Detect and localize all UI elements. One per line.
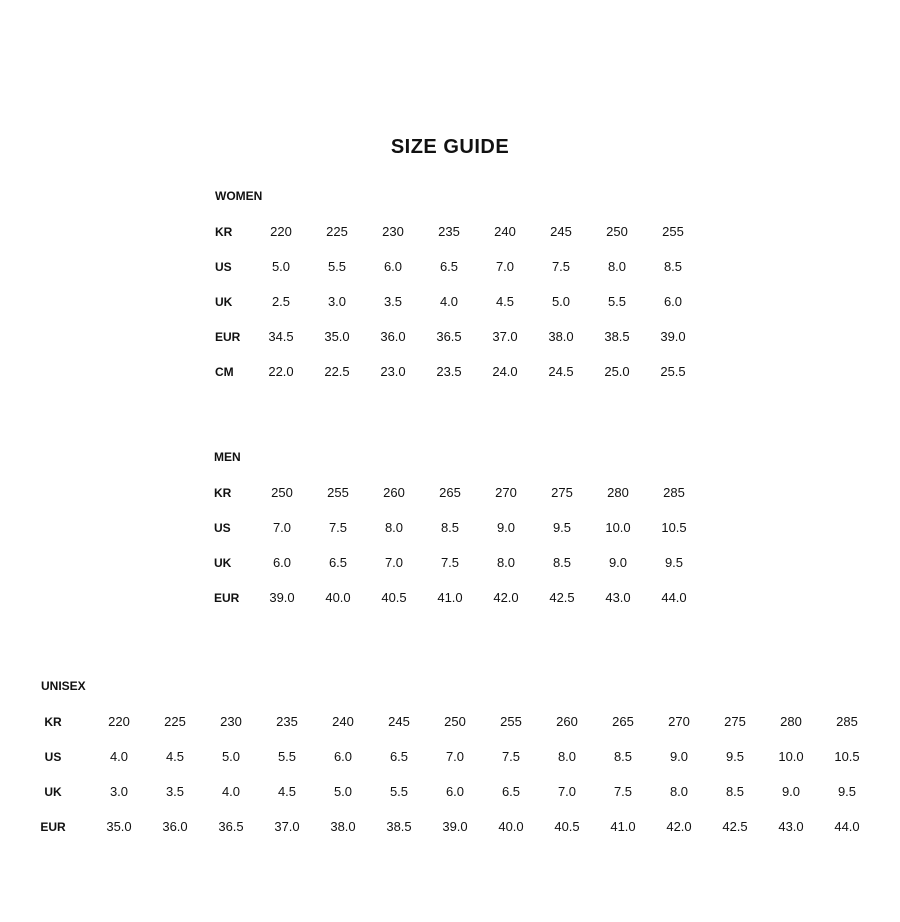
size-cell: 6.5 [501, 784, 521, 799]
size-cell: 44.0 [834, 819, 860, 834]
size-cell: 5.5 [389, 784, 409, 799]
size-cell: 285 [836, 714, 858, 729]
size-cell: 230 [382, 224, 404, 239]
size-cell: 5.0 [551, 294, 571, 309]
size-cell: 42.0 [493, 590, 519, 605]
row-label-kr: KR [215, 225, 233, 239]
size-cell: 6.5 [389, 749, 409, 764]
size-cell: 235 [438, 224, 460, 239]
size-cell: 6.0 [445, 784, 465, 799]
size-cell: 260 [383, 485, 405, 500]
size-cell: 250 [444, 714, 466, 729]
size-cell: 7.0 [445, 749, 465, 764]
size-cell: 40.0 [498, 819, 524, 834]
row-label-uk: UK [44, 785, 62, 799]
size-cell: 40.5 [381, 590, 407, 605]
size-cell: 36.5 [436, 329, 462, 344]
size-cell: 8.0 [384, 520, 404, 535]
size-cell: 43.0 [605, 590, 631, 605]
row-label-uk: UK [215, 295, 233, 309]
row-label-kr: KR [44, 715, 62, 729]
size-cell: 7.5 [440, 555, 460, 570]
size-cell: 41.0 [437, 590, 463, 605]
size-cell: 8.5 [725, 784, 745, 799]
size-cell: 40.0 [325, 590, 351, 605]
size-cell: 41.0 [610, 819, 636, 834]
size-cell: 10.5 [834, 749, 860, 764]
size-cell: 4.5 [277, 784, 297, 799]
size-cell: 8.0 [496, 555, 516, 570]
row-label-us: US [214, 521, 231, 535]
size-cell: 9.5 [552, 520, 572, 535]
size-cell: 44.0 [661, 590, 687, 605]
size-cell: 35.0 [106, 819, 132, 834]
size-cell: 265 [612, 714, 634, 729]
size-cell: 38.0 [548, 329, 574, 344]
size-cell: 42.5 [549, 590, 575, 605]
size-cell: 9.5 [837, 784, 857, 799]
size-cell: 39.0 [269, 590, 295, 605]
size-cell: 6.5 [328, 555, 348, 570]
size-cell: 23.5 [436, 364, 462, 379]
row-label-eur: EUR [215, 330, 241, 344]
row-label-eur: EUR [40, 820, 66, 834]
size-cell: 265 [439, 485, 461, 500]
section-label-women: WOMEN [215, 189, 263, 203]
size-cell: 5.5 [277, 749, 297, 764]
size-cell: 255 [662, 224, 684, 239]
size-cell: 4.5 [165, 749, 185, 764]
size-cell: 22.0 [268, 364, 294, 379]
row-label-us: US [44, 750, 62, 764]
size-cell: 4.0 [109, 749, 129, 764]
size-cell: 10.0 [605, 520, 631, 535]
size-cell: 245 [388, 714, 410, 729]
size-cell: 38.5 [604, 329, 630, 344]
size-cell: 6.0 [383, 259, 403, 274]
size-cell: 2.5 [271, 294, 291, 309]
row-label-us: US [215, 260, 232, 274]
size-cell: 8.5 [663, 259, 683, 274]
size-cell: 6.5 [439, 259, 459, 274]
size-cell: 8.5 [552, 555, 572, 570]
size-cell: 9.5 [725, 749, 745, 764]
row-label-kr: KR [214, 486, 232, 500]
size-cell: 245 [550, 224, 572, 239]
size-cell: 38.5 [386, 819, 412, 834]
size-cell: 7.5 [328, 520, 348, 535]
size-cell: 255 [327, 485, 349, 500]
size-cell: 35.0 [324, 329, 350, 344]
page-title: SIZE GUIDE [390, 136, 510, 158]
size-cell: 225 [326, 224, 348, 239]
size-cell: 5.5 [607, 294, 627, 309]
size-cell: 42.5 [722, 819, 748, 834]
size-cell: 40.5 [554, 819, 580, 834]
size-cell: 38.0 [330, 819, 356, 834]
size-cell: 34.5 [268, 329, 294, 344]
size-cell: 10.5 [661, 520, 687, 535]
size-cell: 3.0 [327, 294, 347, 309]
size-cell: 22.5 [324, 364, 350, 379]
size-cell: 36.5 [218, 819, 244, 834]
size-cell: 7.5 [613, 784, 633, 799]
size-cell: 225 [164, 714, 186, 729]
size-cell: 9.0 [496, 520, 516, 535]
row-label-eur: EUR [214, 591, 240, 605]
size-cell: 275 [724, 714, 746, 729]
size-cell: 8.0 [607, 259, 627, 274]
size-cell: 8.5 [440, 520, 460, 535]
size-cell: 3.0 [109, 784, 129, 799]
size-cell: 5.0 [221, 749, 241, 764]
size-cell: 39.0 [442, 819, 468, 834]
size-cell: 250 [271, 485, 293, 500]
size-cell: 8.0 [669, 784, 689, 799]
size-cell: 9.0 [669, 749, 689, 764]
size-cell: 7.0 [557, 784, 577, 799]
size-cell: 25.5 [660, 364, 686, 379]
size-cell: 9.5 [664, 555, 684, 570]
size-cell: 37.0 [492, 329, 518, 344]
size-cell: 3.5 [383, 294, 403, 309]
size-cell: 3.5 [165, 784, 185, 799]
size-cell: 255 [500, 714, 522, 729]
size-cell: 250 [606, 224, 628, 239]
size-cell: 240 [332, 714, 354, 729]
size-cell: 7.0 [495, 259, 515, 274]
size-cell: 230 [220, 714, 242, 729]
size-cell: 275 [551, 485, 573, 500]
size-cell: 8.5 [613, 749, 633, 764]
size-cell: 7.5 [501, 749, 521, 764]
size-cell: 285 [663, 485, 685, 500]
size-cell: 6.0 [333, 749, 353, 764]
size-cell: 5.0 [333, 784, 353, 799]
size-cell: 42.0 [666, 819, 692, 834]
size-cell: 36.0 [162, 819, 188, 834]
size-cell: 260 [556, 714, 578, 729]
size-cell: 36.0 [380, 329, 406, 344]
section-label-men: MEN [214, 450, 241, 464]
size-cell: 280 [780, 714, 802, 729]
size-cell: 5.5 [327, 259, 347, 274]
size-cell: 9.0 [781, 784, 801, 799]
size-cell: 4.5 [495, 294, 515, 309]
size-cell: 270 [668, 714, 690, 729]
size-cell: 280 [607, 485, 629, 500]
size-cell: 240 [494, 224, 516, 239]
size-cell: 5.0 [271, 259, 291, 274]
size-cell: 4.0 [221, 784, 241, 799]
size-cell: 7.5 [551, 259, 571, 274]
section-label-unisex: UNISEX [41, 679, 86, 693]
size-cell: 220 [108, 714, 130, 729]
size-cell: 8.0 [557, 749, 577, 764]
size-cell: 43.0 [778, 819, 804, 834]
size-cell: 39.0 [660, 329, 686, 344]
size-cell: 7.0 [384, 555, 404, 570]
size-cell: 24.5 [548, 364, 574, 379]
size-cell: 220 [270, 224, 292, 239]
size-cell: 235 [276, 714, 298, 729]
size-cell: 7.0 [272, 520, 292, 535]
size-cell: 25.0 [604, 364, 630, 379]
row-label-uk: UK [214, 556, 232, 570]
size-cell: 4.0 [439, 294, 459, 309]
size-cell: 23.0 [380, 364, 406, 379]
size-cell: 6.0 [272, 555, 292, 570]
size-cell: 270 [495, 485, 517, 500]
row-label-cm: CM [215, 365, 234, 379]
size-cell: 6.0 [663, 294, 683, 309]
size-cell: 9.0 [608, 555, 628, 570]
size-cell: 24.0 [492, 364, 518, 379]
size-cell: 10.0 [778, 749, 804, 764]
size-cell: 37.0 [274, 819, 300, 834]
